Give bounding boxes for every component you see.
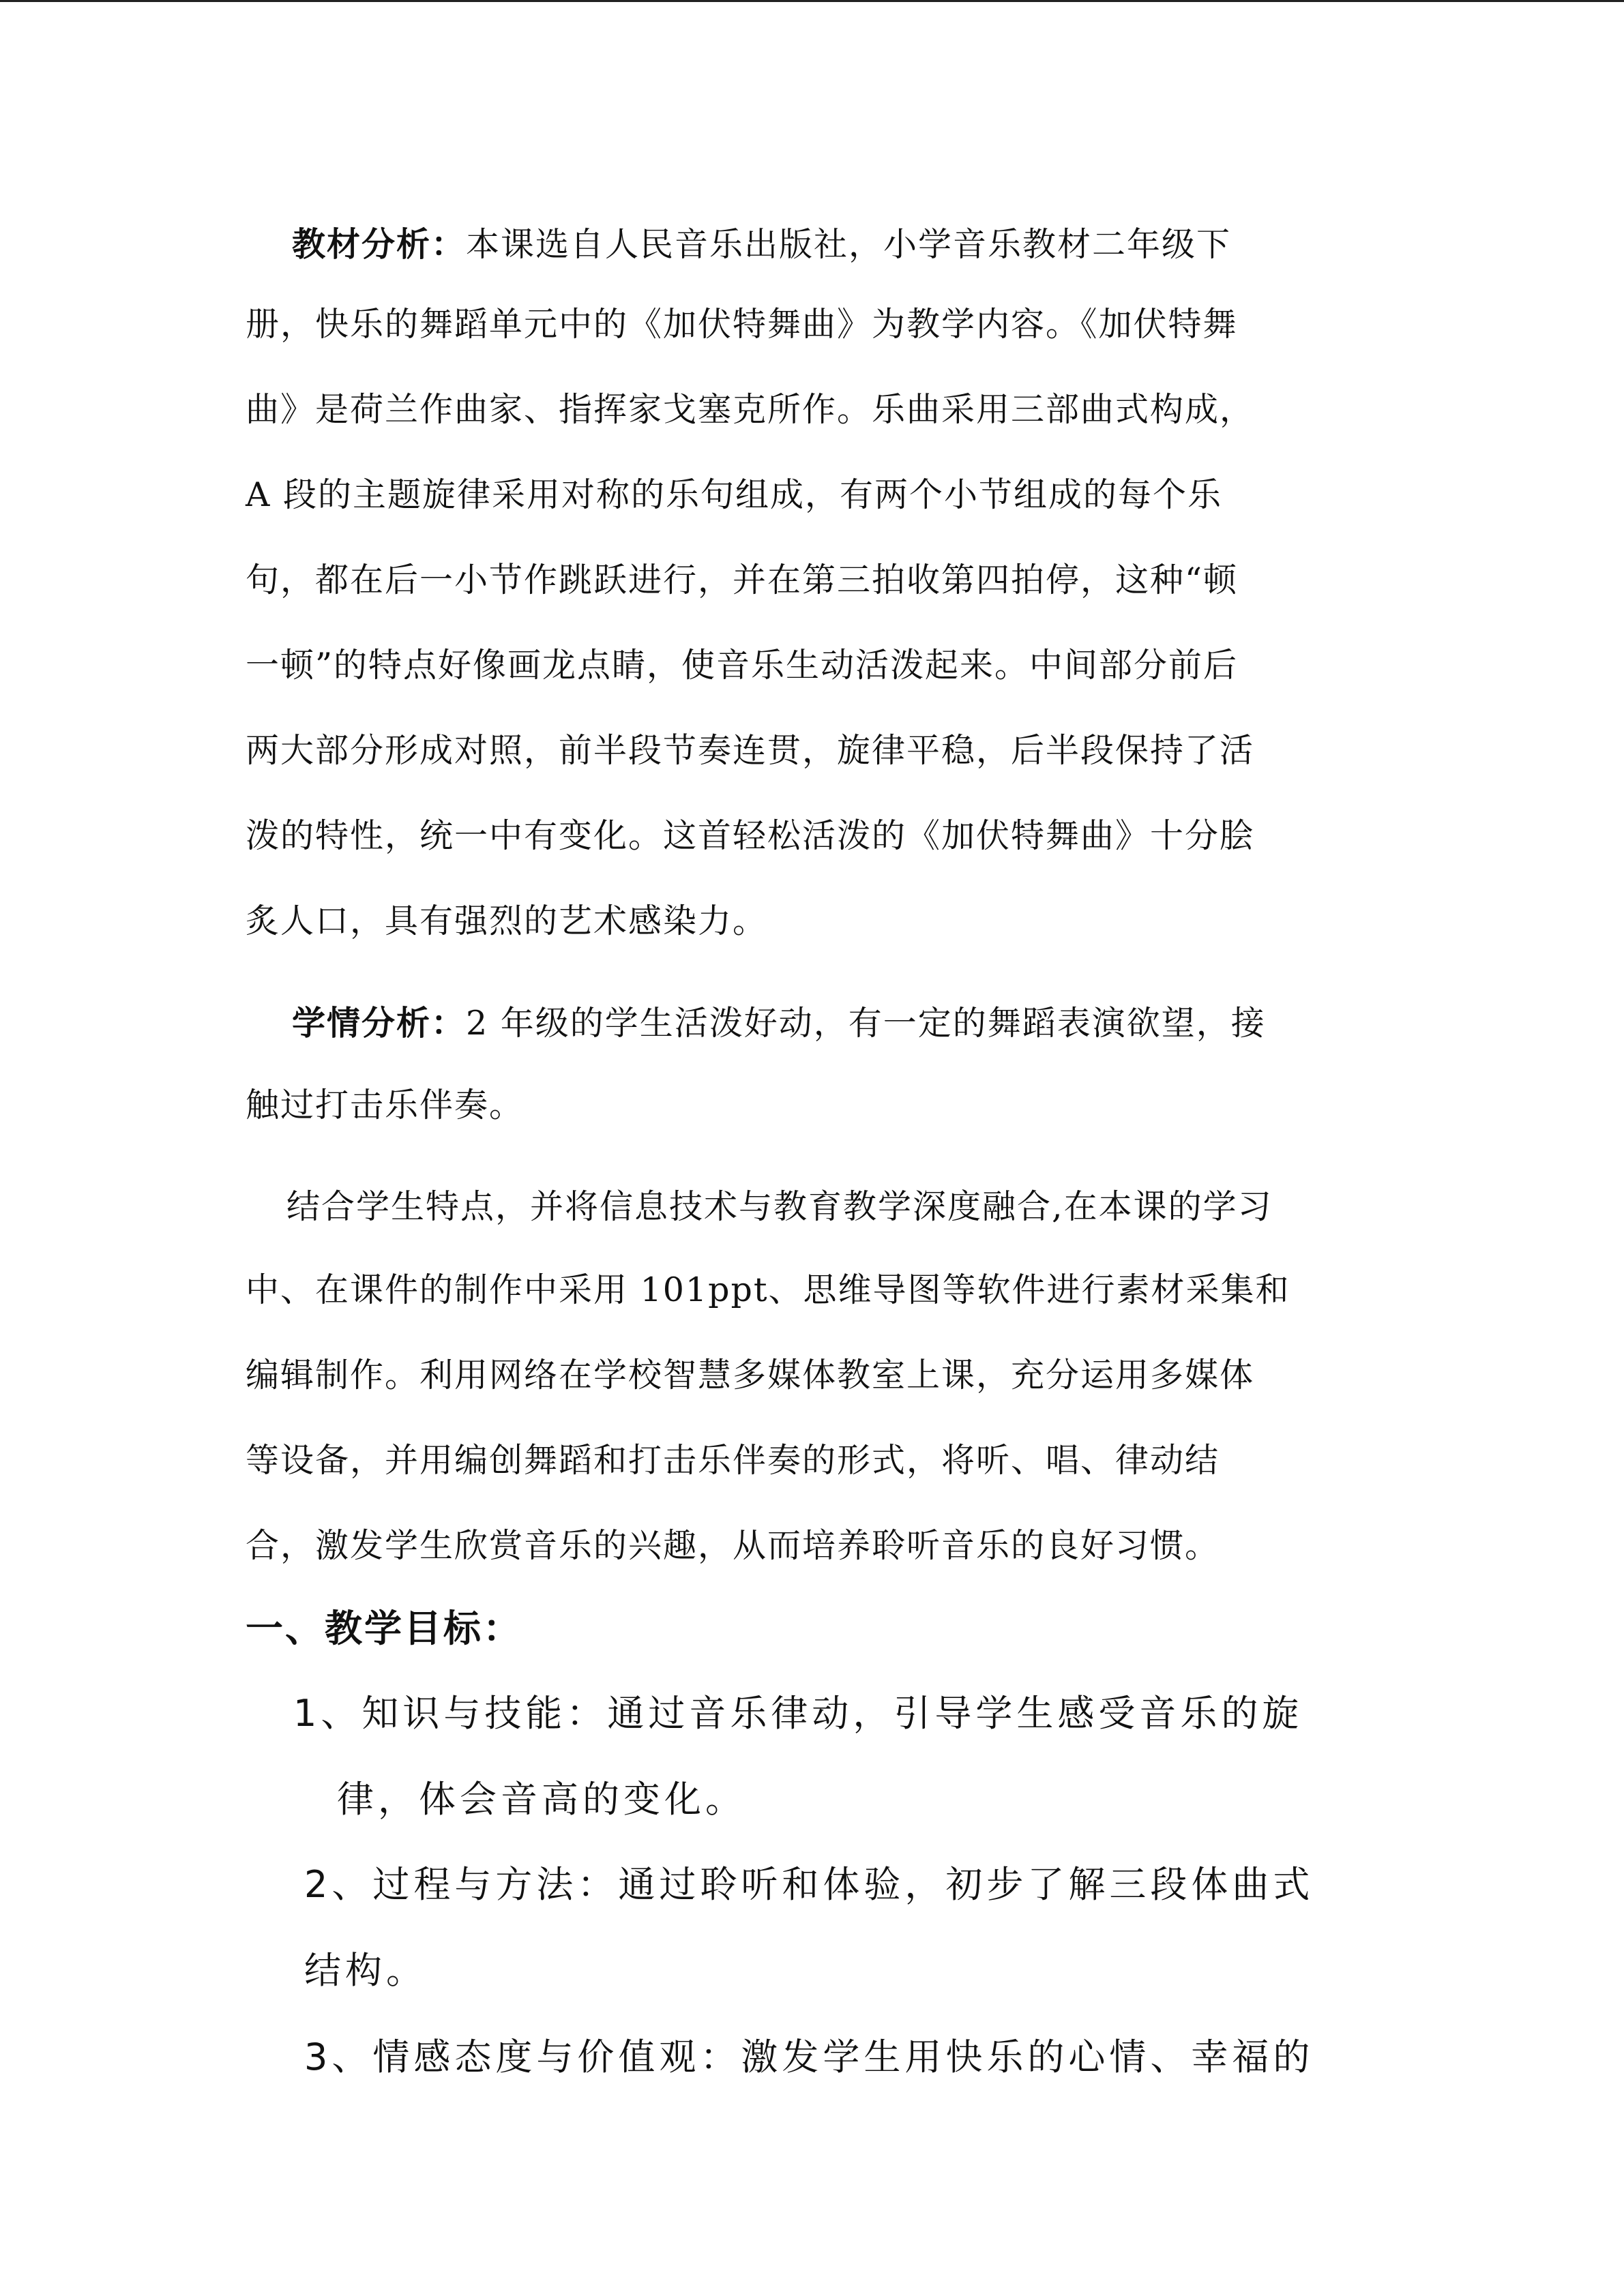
integration-line-1: 结合学生特点，并将信息技术与教育教学深度融合,在本课的学习 bbox=[286, 1187, 1273, 1226]
material-analysis-line-6: 一顿”的特点好像画龙点睛，使音乐生动活泼起来。中间部分前后 bbox=[246, 646, 1239, 685]
goal-1-line-1: 1、知识与技能：通过音乐律动，引导学生感受音乐的旋 bbox=[293, 1692, 1303, 1735]
material-analysis-label: 教材分析： bbox=[292, 224, 467, 264]
student-analysis-label: 学情分析： bbox=[292, 1003, 467, 1043]
goal-1-line-2: 律，体会音高的变化。 bbox=[337, 1778, 746, 1821]
goal-2-line-1: 2、过程与方法：通过聆听和体验，初步了解三段体曲式 bbox=[304, 1863, 1314, 1906]
material-analysis-line-1: 教材分析：本课选自人民音乐出版社，小学音乐教材二年级下 bbox=[292, 224, 1232, 264]
material-analysis-line-9: 炙人口，具有强烈的艺术感染力。 bbox=[246, 901, 768, 940]
material-analysis-line-7: 两大部分形成对照，前半段节奏连贯，旋律平稳，后半段保持了活 bbox=[246, 731, 1255, 770]
material-analysis-line-4: A 段的主题旋律采用对称的乐句组成，有两个小节组成的每个乐 bbox=[246, 475, 1222, 514]
material-analysis-line-5: 句，都在后一小节作跳跃进行，并在第三拍收第四拍停，这种“顿 bbox=[246, 561, 1239, 599]
material-analysis-line-8: 泼的特性，统一中有变化。这首轻松活泼的《加伏特舞曲》十分脍 bbox=[246, 816, 1255, 855]
material-analysis-line-2: 册，快乐的舞蹈单元中的《加伏特舞曲》为教学内容。《加伏特舞 bbox=[246, 305, 1238, 344]
integration-line-2: 中、在课件的制作中采用 101ppt、思维导图等软件进行素材采集和 bbox=[246, 1270, 1290, 1309]
integration-line-5: 合，激发学生欣赏音乐的兴趣，从而培养聆听音乐的良好习惯。 bbox=[246, 1526, 1220, 1565]
goal-2-line-2: 结构。 bbox=[304, 1949, 427, 1992]
material-analysis-line-3: 曲》是荷兰作曲家、指挥家戈塞克所作。乐曲采用三部曲式构成， bbox=[246, 390, 1255, 429]
page-top-border bbox=[0, 0, 1624, 2]
student-analysis-line-2: 触过打击乐伴奏。 bbox=[246, 1086, 525, 1124]
integration-line-3: 编辑制作。利用网络在学校智慧多媒体教室上课，充分运用多媒体 bbox=[246, 1356, 1255, 1395]
student-analysis-line-1: 学情分析：2 年级的学生活泼好动，有一定的舞蹈表演欲望，接 bbox=[292, 1003, 1266, 1043]
integration-line-4: 等设备，并用编创舞蹈和打击乐伴奏的形式，将听、唱、律动结 bbox=[246, 1441, 1220, 1480]
goal-3-line-1: 3、情感态度与价值观：激发学生用快乐的心情、幸福的 bbox=[304, 2036, 1314, 2078]
teaching-goals-heading: 一、教学目标： bbox=[246, 1607, 523, 1650]
